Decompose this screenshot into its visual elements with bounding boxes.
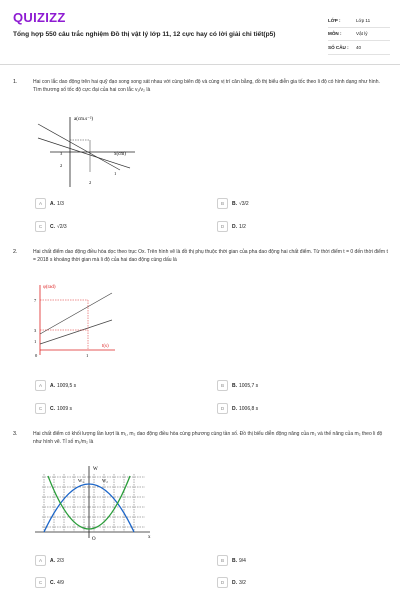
- option-letter: A: [35, 380, 46, 391]
- option-label: A.: [50, 557, 55, 564]
- option-d[interactable]: [217, 221, 246, 232]
- question-number: 1.: [13, 79, 18, 85]
- option-letter: D: [217, 403, 228, 414]
- meta-key: MÔN :: [328, 31, 342, 37]
- question-text: Hai con lắc dao động trên hai quỹ đạo song song sát nhau với cùng biên độ và cùng vị trí cân bằng, đồ thị biểu diễn gia tốc theo li độ có hình dạng như hình. Tìm thương số tốc độ cực đại của hai con lắc v₁/v₂ là: [33, 79, 380, 93]
- option-label: A.: [50, 200, 55, 207]
- option-label: D.: [232, 405, 237, 412]
- option-label: C.: [50, 223, 55, 230]
- option-value: √2/3: [57, 223, 67, 230]
- meta-table: [328, 14, 390, 55]
- option-label: B.: [232, 557, 237, 564]
- option-label: B.: [232, 200, 237, 207]
- option-d[interactable]: [217, 577, 246, 588]
- option-label: C.: [50, 405, 55, 412]
- tick-label: 3: [34, 328, 37, 333]
- question-number: 3.: [13, 431, 18, 437]
- option-b[interactable]: [217, 380, 258, 391]
- origin-label: O: [92, 537, 96, 542]
- header-divider: [0, 64, 400, 65]
- option-value: 9/4: [239, 557, 246, 564]
- option-letter: D: [217, 577, 228, 588]
- meta-row-class: [328, 14, 390, 28]
- option-letter: C: [35, 577, 46, 588]
- phase-line-1: [40, 293, 112, 334]
- graph-line-1: [38, 124, 120, 170]
- option-letter: B: [217, 380, 228, 391]
- option-letter: C: [35, 221, 46, 232]
- question-text: Hai chất điểm dao động điều hòa dọc theo trục Ox. Trên hình vẽ là đồ thị phụ thuộc thời gian của pha dao động hai chất điểm. Từ thời điểm t = 0 đến thời điểm t = 2018 s khoảng thời gian mà li độ của hai dao động cùng dấu là: [33, 249, 388, 263]
- question-1-graph: [30, 112, 140, 192]
- meta-key: LỚP :: [328, 17, 341, 23]
- question-2-graph: [30, 280, 120, 360]
- option-letter: B: [217, 555, 228, 566]
- curve-label: W₂: [102, 478, 108, 483]
- tick-label: 1: [86, 353, 89, 358]
- option-letter: C: [35, 403, 46, 414]
- option-c[interactable]: [35, 221, 67, 232]
- tick-label: 1: [34, 339, 37, 344]
- tick-label: 1: [114, 171, 117, 176]
- option-c[interactable]: [35, 403, 72, 414]
- option-d[interactable]: [217, 403, 258, 414]
- option-label: A.: [50, 382, 55, 389]
- option-value: 4/9: [57, 579, 64, 586]
- option-c[interactable]: [35, 577, 64, 588]
- y-axis-label: a(cm.s⁻²): [74, 117, 93, 122]
- tick-label: 2: [60, 163, 63, 168]
- tick-label: 0: [35, 353, 38, 358]
- option-value: 1005,7 s: [239, 382, 259, 389]
- x-axis-label: x: [148, 535, 151, 540]
- meta-row-subject: [328, 28, 390, 42]
- meta-row-count: [328, 41, 390, 55]
- meta-value: 40: [356, 44, 362, 50]
- option-value: 2/3: [57, 557, 64, 564]
- y-axis-label: φ(rad): [43, 285, 56, 290]
- tick-label: 2: [89, 180, 92, 185]
- tick-label: 3: [60, 151, 63, 156]
- y-axis-label: W: [93, 467, 98, 472]
- curve-label: W₁: [78, 478, 84, 483]
- x-axis-label: t(s): [102, 344, 109, 349]
- question-text: Hai chất điểm có khối lượng lần lượt là m₁, m₂ dao động điều hòa cùng phương cùng tần số. Đồ thị biểu diễn động năng của m₁ và thế năng của m₂ theo li độ như hình vẽ. Tỉ số m₁/m₂ là: [33, 431, 383, 445]
- option-value: 1009,5 s: [57, 382, 77, 389]
- option-value: √3/2: [239, 200, 249, 207]
- option-label: C.: [50, 579, 55, 586]
- option-letter: D: [217, 221, 228, 232]
- option-value: 1/3: [57, 200, 64, 207]
- tick-label: 7: [34, 298, 37, 303]
- meta-value: Lớp 11: [356, 17, 371, 23]
- x-axis-label: x(cm): [114, 152, 126, 157]
- option-letter: B: [217, 198, 228, 209]
- option-label: D.: [232, 579, 237, 586]
- option-letter: A: [35, 555, 46, 566]
- phase-line-2: [40, 320, 112, 344]
- meta-value: Vật lý: [356, 31, 368, 37]
- option-label: D.: [232, 223, 237, 230]
- option-a[interactable]: [35, 198, 64, 209]
- option-value: 3/2: [239, 579, 246, 586]
- option-value: 1006,8 s: [239, 405, 259, 412]
- option-a[interactable]: [35, 555, 64, 566]
- option-label: B.: [232, 382, 237, 389]
- option-a[interactable]: [35, 380, 76, 391]
- option-b[interactable]: [217, 555, 246, 566]
- question-3-graph: [30, 462, 155, 542]
- meta-key: SỐ CÂU :: [328, 44, 349, 50]
- option-b[interactable]: [217, 198, 249, 209]
- option-letter: A: [35, 198, 46, 209]
- option-value: 1009 s: [57, 405, 73, 412]
- question-number: 2.: [13, 249, 18, 255]
- page-title: Tổng hợp 550 câu trắc nghiệm Đồ thị vật lý lớp 11, 12 cực hay có lời giải chi tiết(p5): [13, 31, 276, 38]
- option-value: 1/2: [239, 223, 246, 230]
- brand-logo: QUIZIZZ: [13, 10, 66, 25]
